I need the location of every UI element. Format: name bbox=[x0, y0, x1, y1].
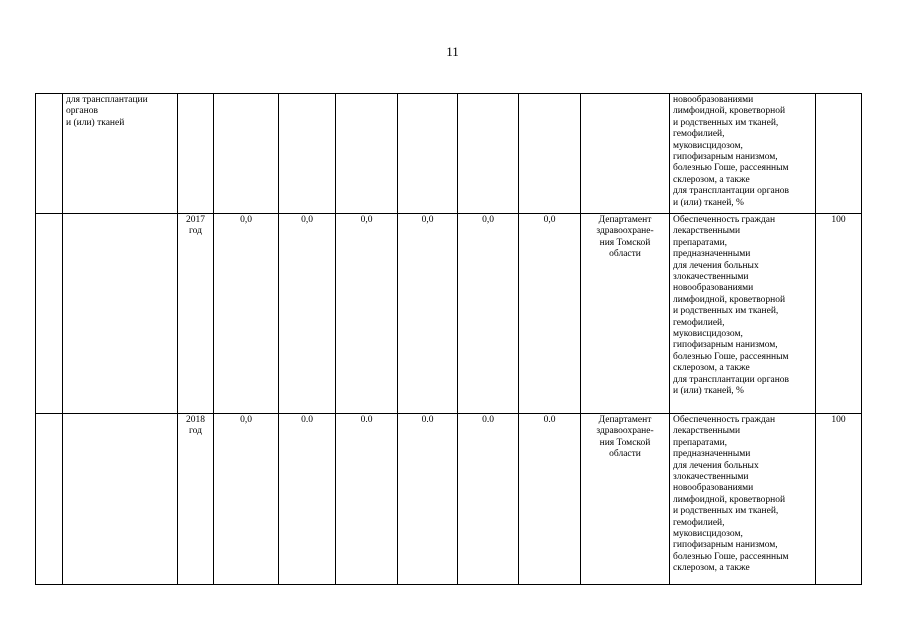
value-cell: 0,0 bbox=[214, 414, 279, 585]
value-cell bbox=[279, 94, 336, 214]
target-cell: 100 bbox=[816, 414, 862, 585]
number-cell bbox=[36, 94, 63, 214]
value-cell: 0.0 bbox=[279, 414, 336, 585]
year-cell: 2018 год bbox=[178, 414, 214, 585]
value-cell bbox=[214, 94, 279, 214]
event-name-cell: для трансплантации органов и (или) тканей bbox=[63, 94, 178, 214]
value-cell: 0,0 bbox=[398, 214, 458, 414]
value-cell: 0,0 bbox=[458, 214, 519, 414]
value-cell bbox=[519, 94, 581, 214]
value-cell: 0,0 bbox=[519, 214, 581, 414]
value-cell: 0.0 bbox=[458, 414, 519, 585]
page-number: 11 bbox=[446, 44, 459, 59]
value-cell bbox=[458, 94, 519, 214]
value-cell: 0.0 bbox=[336, 414, 398, 585]
value-cell: 0,0 bbox=[279, 214, 336, 414]
value-cell: 0.0 bbox=[519, 414, 581, 585]
year-cell: 2017 год bbox=[178, 214, 214, 414]
value-cell: 0,0 bbox=[214, 214, 279, 414]
indicator-cell: Обеспеченность граждан лекарственными препаратами, предназначенными для лечения больных злокачественными новообразованиями лимфоидной, кроветворной и родственных им тканей, гемофилией, муковисцидозом, гипофизарным нанизмом, болезнью Гоше, рассеянным склерозом, а также для трансплантации органов и (или) тканей, % bbox=[670, 214, 816, 414]
event-name-cell bbox=[63, 414, 178, 585]
table-row bbox=[36, 94, 862, 214]
number-cell bbox=[36, 214, 63, 414]
table-row bbox=[36, 214, 862, 414]
number-cell bbox=[36, 414, 63, 585]
program-table bbox=[35, 93, 862, 585]
target-cell: 100 bbox=[816, 214, 862, 414]
table-row bbox=[36, 414, 862, 585]
event-name-cell bbox=[63, 214, 178, 414]
indicator-cell: Обеспеченность граждан лекарственными препаратами, предназначенными для лечения больных злокачественными новообразованиями лимфоидной, кроветворной и родственных им тканей, гемофилией, муковисцидозом, гипофизарным нанизмом, болезнью Гоше, рассеянным склерозом, а также bbox=[670, 414, 816, 585]
executor-cell: Департамент здравоохране- ния Томской области bbox=[581, 214, 670, 414]
target-cell bbox=[816, 94, 862, 214]
value-cell: 0.0 bbox=[398, 414, 458, 585]
value-cell bbox=[336, 94, 398, 214]
value-cell bbox=[398, 94, 458, 214]
executor-cell bbox=[581, 94, 670, 214]
year-cell bbox=[178, 94, 214, 214]
value-cell: 0,0 bbox=[336, 214, 398, 414]
indicator-cell: новообразованиями лимфоидной, кроветворной и родственных им тканей, гемофилией, муковисцидозом, гипофизарным нанизмом, болезнью Гоше, рассеянным склерозом, а также для трансплантации органов и (или) тканей, % bbox=[670, 94, 816, 214]
executor-cell: Департамент здравоохране- ния Томской области bbox=[581, 414, 670, 585]
